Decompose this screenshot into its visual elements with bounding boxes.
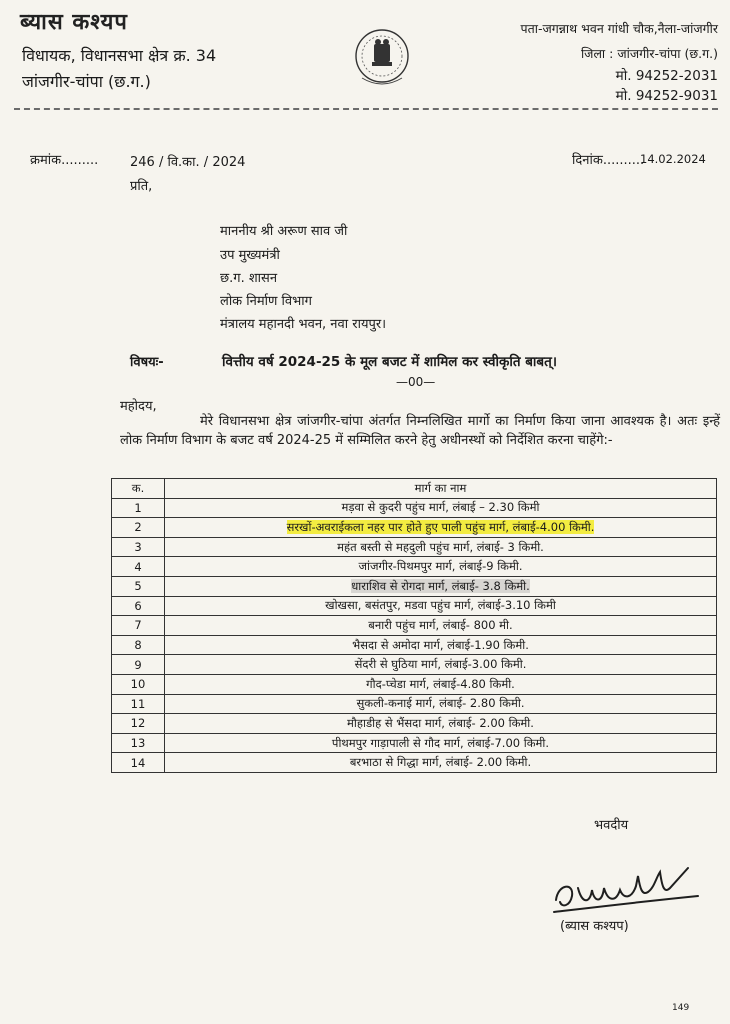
row-road-name: खोखसा, बसंतपुर, मडवा पहुंच मार्ग, लंबाई-3.10 किमी bbox=[165, 596, 717, 616]
date-label: दिनांक.......... bbox=[572, 153, 645, 168]
table-row bbox=[112, 557, 717, 577]
row-road-name: भैसदा से अमोदा मार्ग, लंबाई-1.90 किमी. bbox=[165, 635, 717, 655]
row-no: 3 bbox=[112, 537, 165, 557]
row-no: 14 bbox=[112, 753, 165, 773]
row-road-name: मौहाडीह से भैंसदा मार्ग, लंबाई- 2.00 किमी. bbox=[165, 714, 717, 734]
letterhead-district: जिला : जांजगीर-चांपा (छ.ग.) bbox=[580, 46, 718, 61]
row-no: 13 bbox=[112, 733, 165, 753]
table-row bbox=[112, 694, 717, 714]
table-row bbox=[112, 596, 717, 616]
col-header-no: क. bbox=[112, 479, 165, 499]
row-road-name: महंत बस्ती से महदुली पहुंच मार्ग, लंबाई- 3 किमी. bbox=[165, 537, 717, 557]
subject-divider: —00— bbox=[396, 375, 436, 389]
row-road-name: धाराशिव से रोगदा मार्ग, लंबाई- 3.8 किमी. bbox=[165, 576, 717, 596]
letterhead-phone-1: मो. 94252-2031 bbox=[615, 68, 718, 84]
row-road-name: मड़वा से कुदरी पहुंच मार्ग, लंबाई – 2.30 किमी bbox=[165, 498, 717, 518]
table-row bbox=[112, 655, 717, 675]
table-row bbox=[112, 733, 717, 753]
row-no: 2 bbox=[112, 518, 165, 538]
letterhead-designation: विधायक, विधानसभा क्षेत्र क्र. 34 bbox=[22, 46, 217, 65]
table-row bbox=[112, 518, 717, 538]
letterhead-place: जांजगीर-चांपा (छ.ग.) bbox=[22, 72, 151, 91]
letterhead-phone-2: मो. 94252-9031 bbox=[615, 88, 718, 104]
table-row bbox=[112, 576, 717, 596]
row-road-name: बरभाठा से गिद्धा मार्ग, लंबाई- 2.00 किमी. bbox=[165, 753, 717, 773]
table-header-row bbox=[112, 479, 717, 499]
highlighted-text: सरखों-अवराईकला नहर पार होते हुए पाली पहुंच मार्ग, लंबाई-4.00 किमी. bbox=[286, 519, 595, 534]
recipient-line-2: उप मुख्यमंत्री bbox=[220, 248, 280, 263]
row-road-name: सेंदरी से घुठिया मार्ग, लंबाई-3.00 किमी. bbox=[165, 655, 717, 675]
closing: भवदीय bbox=[594, 818, 629, 833]
row-road-name: बनारी पहुंच मार्ग, लंबाई- 800 मी. bbox=[165, 616, 717, 636]
table-row bbox=[112, 753, 717, 773]
row-road-name: गौद-प्चेडा मार्ग, लंबाई-4.80 किमी. bbox=[165, 674, 717, 694]
roads-table bbox=[111, 478, 717, 773]
recipient-line-5: मंत्रालय महानदी भवन, नवा रायपुर। bbox=[220, 317, 387, 332]
table-row bbox=[112, 616, 717, 636]
salutation: महोदय, bbox=[120, 399, 157, 414]
row-no: 12 bbox=[112, 714, 165, 734]
letter-date: 14.02.2024 bbox=[640, 152, 706, 166]
prati: प्रति, bbox=[130, 179, 153, 194]
row-no: 1 bbox=[112, 498, 165, 518]
table-row bbox=[112, 635, 717, 655]
state-emblem-icon bbox=[352, 18, 412, 98]
recipient-line-3: छ.ग. शासन bbox=[220, 271, 278, 286]
row-road-name: पीथमपुर गाड़ापाली से गौद मार्ग, लंबाई-7.00 किमी. bbox=[165, 733, 717, 753]
table-row bbox=[112, 674, 717, 694]
col-header-road-name: मार्ग का नाम bbox=[165, 479, 717, 499]
page-number: 149 bbox=[672, 1003, 690, 1013]
table-row bbox=[112, 498, 717, 518]
subject-text: वित्तीय वर्ष 2024-25 के मूल बजट में शामिल कर स्वीकृति बाबत्। bbox=[222, 354, 557, 370]
row-road-name: जांजगीर-पिथमपुर मार्ग, लंबाई-9 किमी. bbox=[165, 557, 717, 577]
table-row bbox=[112, 537, 717, 557]
row-no: 6 bbox=[112, 596, 165, 616]
table-row bbox=[112, 714, 717, 734]
letterhead-address: पता-जगन्नाथ भवन गांधी चौक,नैला-जांजगीर bbox=[520, 21, 718, 36]
subject-label: विषयः- bbox=[130, 355, 164, 370]
row-no: 8 bbox=[112, 635, 165, 655]
row-no: 5 bbox=[112, 576, 165, 596]
row-no: 10 bbox=[112, 674, 165, 694]
row-road-name bbox=[165, 518, 717, 538]
row-road-name: सुकली-कनाई मार्ग, लंबाई- 2.80 किमी. bbox=[165, 694, 717, 714]
ref-label: क्रमांक......... bbox=[30, 153, 99, 168]
header-divider bbox=[14, 108, 718, 110]
signatory-name: (ब्यास कश्यप) bbox=[560, 919, 629, 934]
recipient-line-4: लोक निर्माण विभाग bbox=[220, 294, 312, 309]
row-no: 7 bbox=[112, 616, 165, 636]
letterhead-name: ब्यास कश्यप bbox=[20, 10, 128, 35]
ref-number: 246 / वि.का. / 2024 bbox=[130, 155, 246, 170]
row-no: 9 bbox=[112, 655, 165, 675]
row-no: 11 bbox=[112, 694, 165, 714]
recipient-line-1: माननीय श्री अरूण साव जी bbox=[220, 224, 348, 239]
row-no: 4 bbox=[112, 557, 165, 577]
body-paragraph: मेरे विधानसभा क्षेत्र जांजगीर-चांपा अंतर्गत निम्नलिखित मार्गो का निर्माण किया जाना आवश्यक है। अतः इन्हें लोक निर्माण विभाग के बजट वर्ष 2024-25 में सम्मिलित करने हेतु अधीनस्थों को निर्देशित करना चाहेंगे:- bbox=[120, 414, 720, 448]
